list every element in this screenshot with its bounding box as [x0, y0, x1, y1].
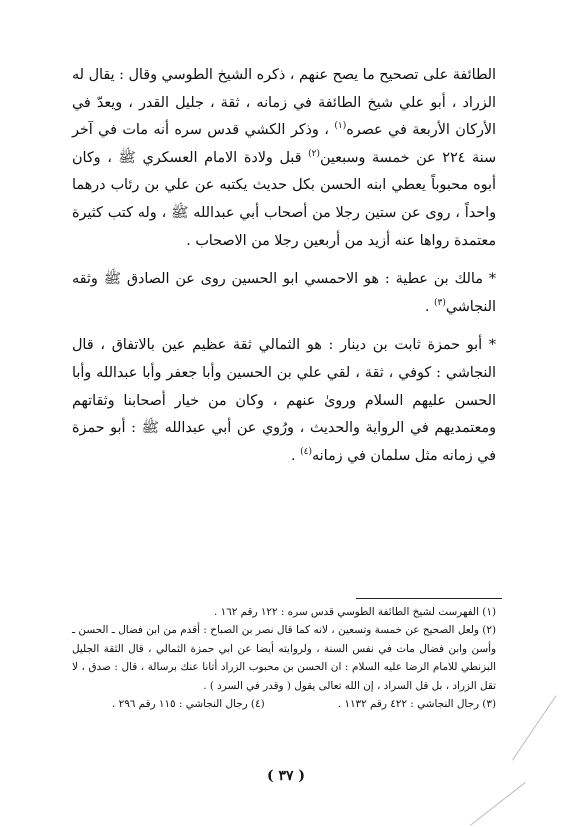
footnote-3: (٣) رجال النجاشي : ٤٢٢ رقم ١١٣٢ .: [337, 698, 496, 711]
footnote-separator: [356, 598, 502, 599]
entry-abu-hamza-thumali: [72, 332, 496, 470]
entry-text: .: [424, 298, 434, 315]
paragraph-text: الطائفة على تصحيح ما يصح عنهم ، ذكره الشيخ الطوسي وقال : يقال له الزراد ، أبو علي شيخ الطائفة في زمانه ، ثقة ، جليل القدر ، ويعدّ في الأركان الأربعة في عصره: [72, 67, 496, 139]
entry-malik-bin-atiyya: [72, 266, 496, 321]
footnote-marker: (١): [334, 121, 347, 132]
footnotes: [72, 603, 496, 713]
entry-text: .: [291, 447, 301, 464]
page-number: ( ٣٧ ): [266, 768, 306, 784]
entry-text: * أبو حمزة ثابت بن دينار : هو الثمالي ثقة عظيم عين بالاتفاق ، قال النجاشي : كوفي ، ثقة ، لقي علي بن الحسين وأبا جعفر وأبا عبدالله وأبا الحسن عليهم السلام وروىٰ عنهم ، وكان من خيار أصحابنا وثقاتهم ومعتمديهم في الرواية والحديث ، ورُوي عن أبي عبدالله ﷺ : أبو حمزة في زمانه مثل سلمان في زمانه: [72, 337, 496, 464]
entry-text: * مالك بن عطية : هو الاحمسي ابو الحسين روى عن الصادق ﷺ وثقه النجاشي: [72, 271, 496, 315]
paragraph-text: قبل ولادة الامام العسكري ﷺ ، وكان أبوه محبوباً يعطي ابنه الحسن بكل حديث يكتبه عن علي بن رئاب درهما واحداً ، روى عن ستين رجلا من أصحاب أبي عبدالله ﷺ ، وله كتب كثيرة معتمدة رواها عنه أزيد من أربعين رجلا من الاصحاب .: [72, 149, 496, 249]
scan-edge-line: [512, 695, 556, 760]
footnote-marker: (٤): [300, 446, 313, 457]
paragraph-text: ، وذكر الكشي قدس سره أنه مات في آخر سنة ٢٢٤ عن خمسة وسبعين: [72, 122, 496, 166]
footnote-1: (١) الفهرست لشيخ الطائفة الطوسي قدس سره : ١٢٢ رقم ١٦٢ .: [213, 606, 496, 618]
footnote-marker: (٣): [434, 297, 446, 308]
footnote-2: (٢) ولعل الصحيح عن خمسة وتسعين ، لانه كما قال نصر بن الصباح : أقدم من ابن فضال ـ الحسن ـ وأسن وابن فضال مات في نفس السنة ، ولروايته أيضا عن ابي حمزة الثمالي ، قال الثقة الجليل البزنطي للامام الرضا عليه السلام : ان الحسن بن محبوب الزراد أتانا عنك برسالة ، قال : صدق ، لا تقل الزراد ، بل قل السراد ، إن الله تعالى يقول ( وقدر في السرد ) .: [72, 624, 496, 692]
scan-edge-line: [470, 782, 526, 826]
footnote-marker: (٢): [308, 149, 320, 160]
footnote-row: [72, 695, 496, 713]
paragraph-hasan-bin-mahbub: [72, 62, 496, 255]
main-text: [72, 62, 496, 470]
footnote-4: (٤) رجال النجاشي : ١١٥ رقم ٢٩٦ .: [112, 698, 265, 711]
